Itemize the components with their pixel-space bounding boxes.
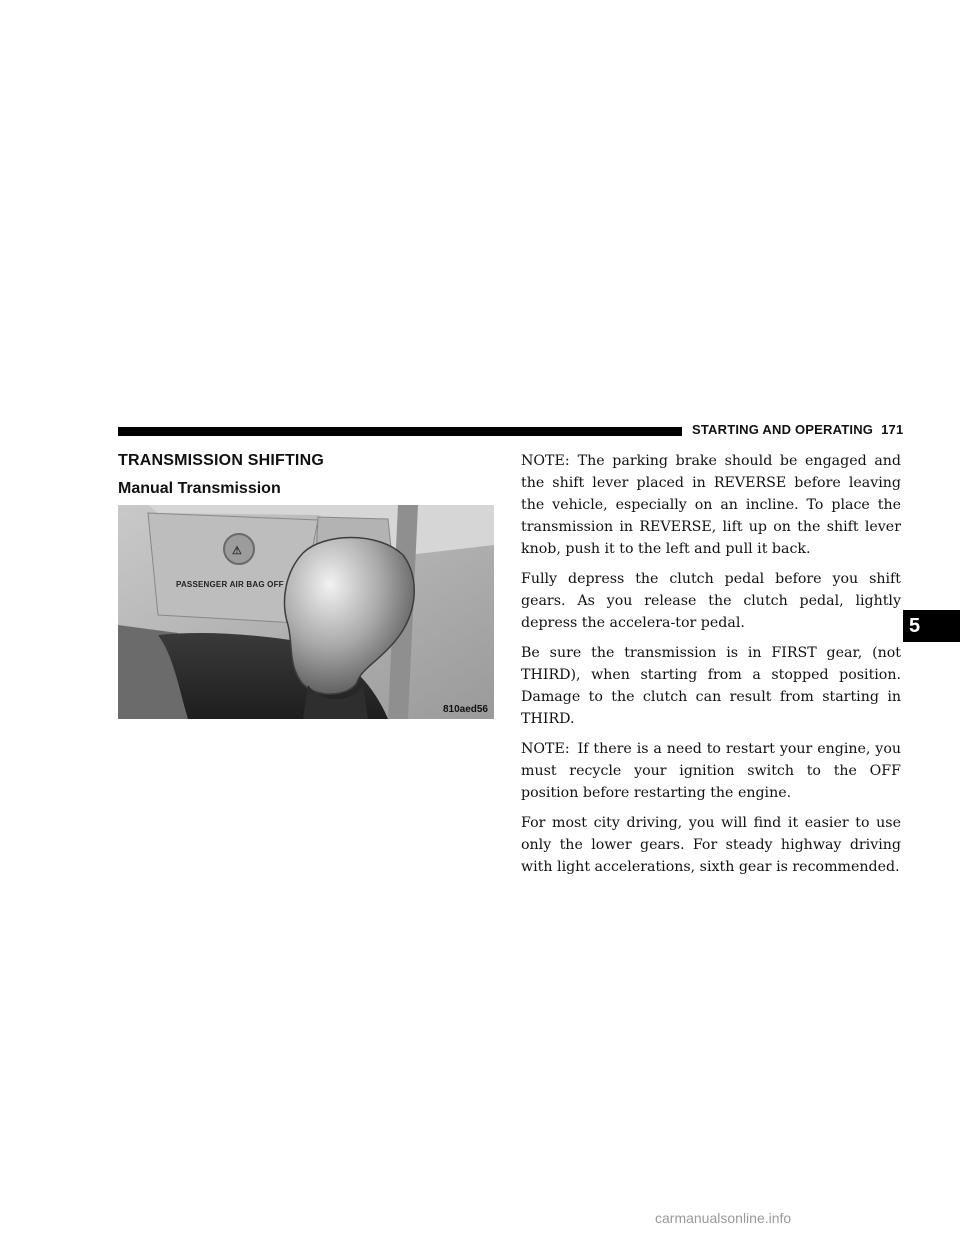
svg-text:⚠: ⚠	[232, 545, 242, 557]
airbag-off-label: PASSENGER AIR BAG OFF	[176, 580, 284, 589]
note-label: NOTE:	[521, 741, 570, 757]
paragraph	[521, 738, 901, 804]
page-title: TRANSMISSION SHIFTING	[118, 452, 324, 469]
paragraph	[521, 450, 901, 560]
page-number: 171	[881, 422, 904, 437]
figure-code: 810aed56	[442, 704, 488, 715]
chapter-tab: 5	[903, 610, 960, 642]
paragraph-text: The parking brake should be engaged and the shift lever placed in REVERSE before leaving the vehicle, especially on an incline. To place the transmission in REVERSE, lift up on the shift lever knob, push it to the left and pull it back.	[521, 453, 901, 557]
body-text-column	[521, 450, 901, 886]
paragraph	[521, 812, 901, 878]
note-label: NOTE:	[521, 453, 570, 469]
paragraph	[521, 568, 901, 634]
paragraph-text: Fully depress the clutch pedal before you shift gears. As you release the clutch pedal, lightly depress the accelera-tor pedal.	[521, 571, 901, 631]
shift-lever-photo	[118, 505, 494, 719]
header-rule	[118, 427, 682, 436]
paragraph-text: For most city driving, you will find it easier to use only the lower gears. For steady highway driving with light accelerations, sixth gear is recommended.	[521, 815, 901, 875]
watermark: carmanualsonline.info	[655, 1210, 792, 1226]
running-header	[692, 422, 902, 437]
section-title: STARTING AND OPERATING	[692, 422, 874, 437]
paragraph-text: Be sure the transmission is in FIRST gear, (not THIRD), when starting from a stopped position. Damage to the clutch can result from starting in THIRD.	[521, 645, 901, 727]
section-subtitle: Manual Transmission	[118, 480, 281, 497]
paragraph-text: If there is a need to restart your engine, you must recycle your ignition switch to the OFF position before restarting the engine.	[521, 741, 901, 801]
shift-lever-illustration	[118, 505, 494, 719]
paragraph	[521, 642, 901, 730]
